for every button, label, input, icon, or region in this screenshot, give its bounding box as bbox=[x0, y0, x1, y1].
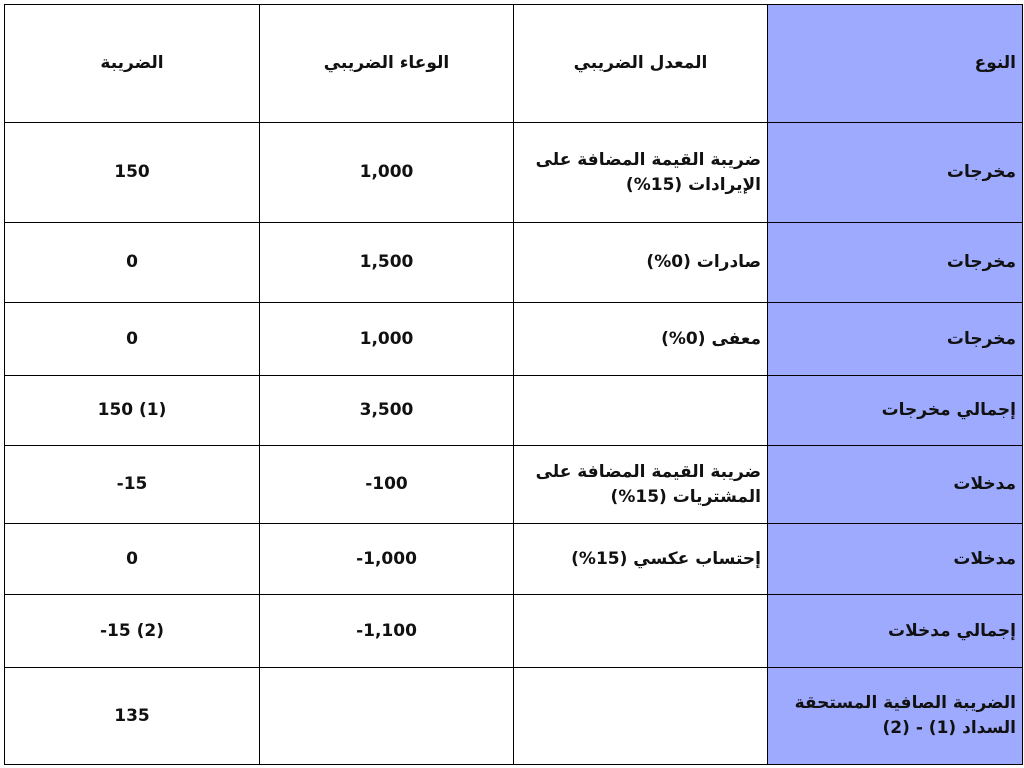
row-type: الضريبة الصافية المستحقة السداد (1) - (2) bbox=[768, 668, 1023, 765]
row-base-value: 1,500 bbox=[359, 252, 414, 273]
row-rate: معفى (0%) bbox=[514, 303, 768, 376]
row-tax bbox=[5, 376, 260, 446]
row-type: إجمالي مدخلات bbox=[768, 595, 1023, 668]
row-type: إجمالي مخرجات bbox=[768, 376, 1023, 446]
row-tax-value: 0 bbox=[126, 252, 138, 273]
table-row bbox=[5, 524, 1023, 595]
row-tax bbox=[5, 123, 260, 223]
row-type: مدخلات bbox=[768, 524, 1023, 595]
row-tax bbox=[5, 303, 260, 376]
table-row bbox=[5, 446, 1023, 524]
row-base bbox=[260, 668, 514, 765]
table-header-row bbox=[5, 5, 1023, 123]
row-base-value: 1,000 bbox=[359, 162, 414, 183]
row-base-value: -100 bbox=[365, 474, 408, 495]
row-tax bbox=[5, 223, 260, 303]
row-base-value: -1,100 bbox=[356, 620, 417, 641]
table-row bbox=[5, 223, 1023, 303]
row-tax-value: 135 bbox=[114, 705, 150, 726]
row-base bbox=[260, 123, 514, 223]
header-base: الوعاء الضريبي bbox=[260, 5, 514, 123]
row-tax-value: 150 bbox=[114, 162, 150, 183]
header-tax: الضريبة bbox=[5, 5, 260, 123]
row-type: مخرجات bbox=[768, 303, 1023, 376]
row-base bbox=[260, 303, 514, 376]
table-row bbox=[5, 123, 1023, 223]
table-row-net-tax bbox=[5, 668, 1023, 765]
vat-table-container bbox=[4, 4, 1022, 764]
row-tax bbox=[5, 668, 260, 765]
row-rate bbox=[514, 595, 768, 668]
row-tax-value: 0 bbox=[126, 328, 138, 349]
row-rate: إحتساب عكسي (15%) bbox=[514, 524, 768, 595]
header-rate: المعدل الضريبي bbox=[514, 5, 768, 123]
row-tax bbox=[5, 524, 260, 595]
row-tax-value: 0 bbox=[126, 548, 138, 569]
row-base-value: -1,000 bbox=[356, 548, 417, 569]
row-base bbox=[260, 223, 514, 303]
table-row-total-inputs bbox=[5, 595, 1023, 668]
row-base-value: 1,000 bbox=[359, 328, 414, 349]
row-tax-value: 150 (1) bbox=[97, 400, 167, 421]
table-row bbox=[5, 303, 1023, 376]
row-tax bbox=[5, 446, 260, 524]
row-type: مدخلات bbox=[768, 446, 1023, 524]
row-tax-value: -15 bbox=[116, 474, 148, 495]
row-rate bbox=[514, 376, 768, 446]
row-tax-value: -15 (2) bbox=[100, 620, 164, 641]
row-base bbox=[260, 524, 514, 595]
row-rate: صادرات (0%) bbox=[514, 223, 768, 303]
row-base bbox=[260, 376, 514, 446]
row-tax bbox=[5, 595, 260, 668]
row-rate bbox=[514, 668, 768, 765]
table-row-total-outputs bbox=[5, 376, 1023, 446]
vat-calculation-table bbox=[4, 4, 1023, 765]
row-type: مخرجات bbox=[768, 223, 1023, 303]
header-type: النوع bbox=[768, 5, 1023, 123]
row-type: مخرجات bbox=[768, 123, 1023, 223]
row-base-value: 3,500 bbox=[359, 400, 414, 421]
row-base bbox=[260, 446, 514, 524]
row-base bbox=[260, 595, 514, 668]
row-rate: ضريبة القيمة المضافة على الإيرادات (15%) bbox=[514, 123, 768, 223]
row-rate: ضريبة القيمة المضافة على المشتريات (15%) bbox=[514, 446, 768, 524]
